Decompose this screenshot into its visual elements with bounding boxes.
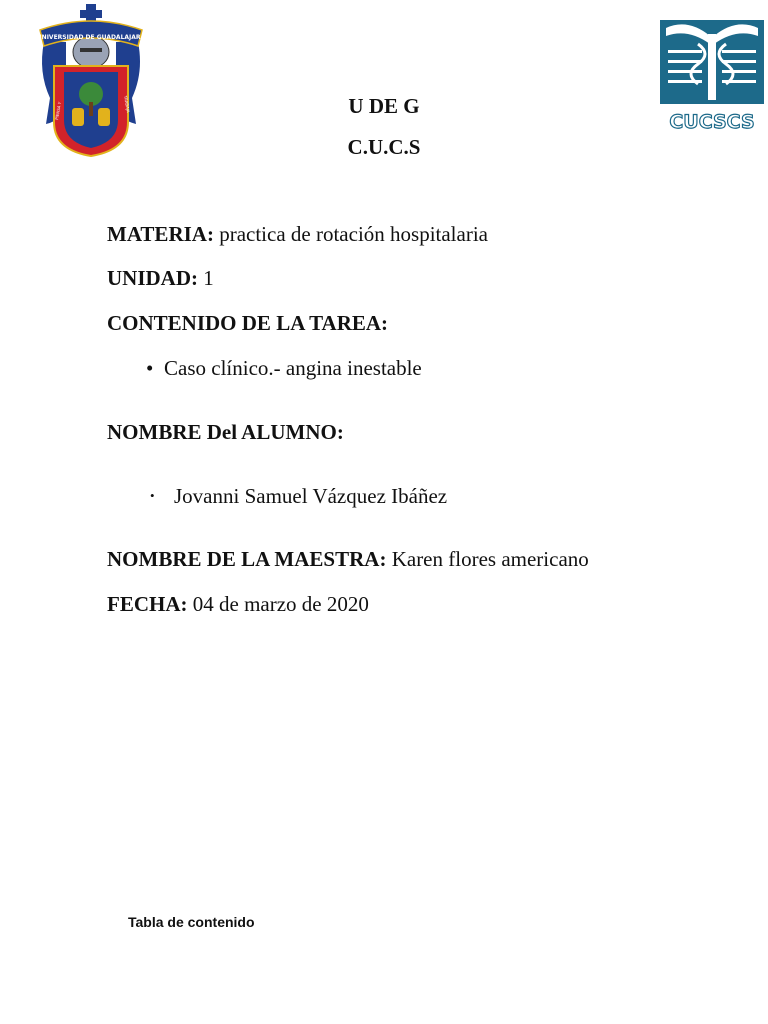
bullet-icon: • xyxy=(150,488,155,503)
materia-value: practica de rotación hospitalaria xyxy=(213,222,488,246)
fecha-line xyxy=(107,592,369,617)
nombre-maestra-label: NOMBRE DE LA MAESTRA: xyxy=(107,547,387,571)
nombre-maestra-line xyxy=(107,547,589,572)
unidad-label: UNIDAD: xyxy=(107,266,198,290)
materia-line xyxy=(107,222,488,247)
toc-title: Tabla de contenido xyxy=(128,914,255,930)
list-item xyxy=(146,356,422,381)
unidad-line xyxy=(107,266,214,291)
header-cucs: C.U.C.S xyxy=(347,135,421,159)
contenido-label: CONTENIDO DE LA TAREA: xyxy=(107,311,389,335)
unidad-value: 1 xyxy=(198,266,214,290)
bullet-icon: • xyxy=(146,356,154,380)
header-udeg: U DE G xyxy=(348,94,420,118)
contenido-line xyxy=(107,311,388,336)
list-item xyxy=(150,484,447,509)
contenido-item: Caso clínico.- angina inestable xyxy=(164,356,422,380)
nombre-alumno-item: Jovanni Samuel Vázquez Ibáñez xyxy=(174,484,448,508)
svg-text:PIENSA Y: PIENSA Y xyxy=(54,101,63,121)
fecha-label: FECHA: xyxy=(107,592,188,616)
materia-label: MATERIA: xyxy=(107,222,214,246)
fecha-value: 04 de marzo de 2020 xyxy=(187,592,369,616)
svg-text:UNIVERSIDAD DE GUADALAJARA: UNIVERSIDAD DE GUADALAJARA xyxy=(36,34,146,41)
nombre-alumno-line xyxy=(107,420,344,445)
svg-text:CUCSCS: CUCSCS xyxy=(669,111,755,133)
nombre-maestra-value: Karen flores americano xyxy=(386,547,589,571)
nombre-alumno-label: NOMBRE Del ALUMNO: xyxy=(107,420,344,444)
svg-text:TRABAJA: TRABAJA xyxy=(123,95,131,114)
